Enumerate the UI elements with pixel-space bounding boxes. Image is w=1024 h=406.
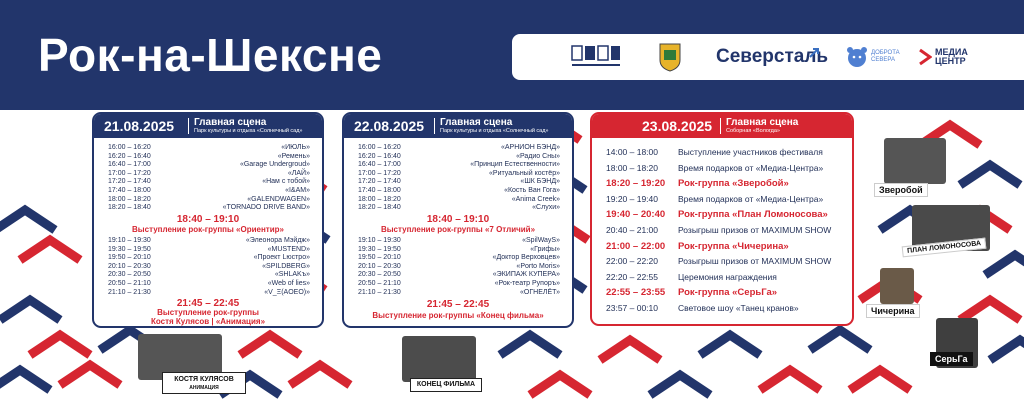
schedule-time: 20:10 – 20:30: [108, 262, 151, 270]
schedule-row: [592, 207, 852, 222]
schedule-time: 18:20 – 18:40: [108, 204, 151, 212]
schedule-row: [94, 170, 322, 178]
band-photo-chicherina: [880, 268, 914, 304]
schedule-performer: «Доктор Верховцев»: [492, 254, 560, 262]
band-photo-konets-filma: [402, 336, 476, 382]
schedule-row: [344, 271, 572, 279]
schedule-time: 21:00 – 22:00: [606, 240, 666, 252]
card-header: [592, 114, 852, 138]
media-center-logo: [918, 34, 968, 80]
schedule-time: 19:30 – 19:50: [108, 245, 151, 253]
schedule-row: [94, 254, 322, 262]
city-coat-of-arms-icon: [658, 34, 682, 80]
dobrota-text: ДОБРОТА СЕВЕРА: [871, 50, 900, 63]
schedule-time: 19:30 – 19:50: [358, 245, 401, 253]
schedule-performer: «Нам с тобой»: [262, 178, 310, 186]
schedule-row: [344, 170, 572, 178]
schedule-performer: «Web of lies»: [267, 280, 310, 287]
schedule-row: [592, 176, 852, 191]
card-stage: Главная сцена: [440, 117, 513, 128]
schedule-performer: «Слухи»: [532, 204, 560, 212]
schedule-row: [344, 280, 572, 288]
card-date: 22.08.2025: [354, 118, 425, 134]
schedule-performer: Рок-группа «План Ломоносова»: [678, 209, 828, 221]
bear-icon: [846, 46, 868, 68]
schedule-row: [592, 223, 852, 238]
schedule-performer: «Проект Lюстро»: [253, 254, 310, 262]
schedule-row: [94, 237, 322, 245]
highlight-text: Выступление рок-группы: [157, 308, 259, 317]
schedule-time: 20:50 – 21:10: [358, 280, 401, 287]
schedule-time: 18:00 – 18:20: [108, 195, 151, 203]
schedule-row: [94, 161, 322, 169]
schedule-row: [94, 204, 322, 212]
schedule-performer: «ОГНЕЛЁТ»: [520, 288, 560, 296]
highlight-text: Выступление рок-группы «Ориентир»: [132, 225, 284, 234]
schedule-row: [344, 161, 572, 169]
schedule-time: 14:00 – 18:00: [606, 147, 658, 157]
schedule-performer: Выступление участников фестиваля: [678, 147, 823, 157]
schedule-row: [344, 153, 572, 161]
schedule-time: 19:50 – 20:10: [108, 254, 151, 262]
culture-park-icon: [570, 42, 622, 72]
card-venue: Соборная «Вологда»: [726, 128, 780, 134]
highlight-time: 18:40 – 19:10: [426, 214, 490, 225]
schedule-time: 19:20 – 19:40: [606, 193, 658, 204]
card-venue: Парк культуры и отдыха «Солнечный сад»: [194, 128, 303, 134]
schedule-performer: «SHLAKъ»: [274, 271, 310, 279]
schedule-row: [344, 246, 572, 254]
schedule-time: 18:00 – 18:20: [606, 162, 658, 173]
sponsor-logos-panel: [512, 34, 1024, 80]
schedule-row: [592, 301, 852, 316]
schedule-time: 16:40 – 17:00: [108, 161, 151, 169]
band-logo-text: КОСТЯ КУЛЯСОВ: [174, 376, 234, 383]
highlight-text: Выступление рок-группы «Конец фильма»: [372, 311, 544, 320]
schedule-time: 16:20 – 16:40: [108, 152, 151, 160]
schedule-time: 20:10 – 20:30: [358, 262, 401, 270]
card-date: 23.08.2025: [642, 118, 713, 134]
schedule-row: [592, 254, 852, 269]
dobrota-logo: [846, 34, 905, 80]
header-bar: [0, 0, 1024, 110]
schedule-row: [592, 145, 852, 160]
schedule-row: [344, 178, 572, 186]
schedule-performer: Рок-группа «СерьГа»: [678, 287, 778, 299]
schedule-performer: «Anima Creek»: [511, 195, 560, 203]
schedule-row: [94, 178, 322, 186]
schedule-time: 19:50 – 20:10: [358, 254, 401, 262]
schedule-time: 20:30 – 20:50: [358, 271, 401, 279]
highlight-text: Выступление рок-группы «7 Отличий»: [380, 225, 536, 234]
schedule-time: 23:57 – 00:10: [606, 303, 658, 313]
schedule-performer: «ЛАЙ»: [287, 169, 310, 177]
schedule-performer: Рок-группа «Чичерина»: [678, 240, 789, 252]
schedule-time: 16:00 – 16:20: [108, 144, 151, 151]
schedule-row: [94, 196, 322, 204]
schedule-row: [344, 254, 572, 262]
schedule-performer: «I&AM»: [285, 187, 310, 194]
schedule-card-day3: [590, 112, 854, 326]
schedule-card-day1: [92, 112, 324, 328]
schedule-row: [94, 153, 322, 161]
header-divider: [720, 118, 721, 134]
schedule-performer: «Ремень»: [277, 152, 310, 160]
schedule-row: [592, 161, 852, 176]
schedule-card-day2: [342, 112, 574, 328]
schedule-time: 22:20 – 22:55: [606, 271, 658, 282]
schedule-performer: «MUSTEND»: [267, 245, 310, 253]
header-divider: [188, 118, 189, 134]
schedule-performer: Рок-группа «Зверобой»: [678, 178, 789, 190]
schedule-row: [94, 246, 322, 254]
severstal-logo: Северсталь: [716, 46, 829, 67]
schedule-row: [94, 144, 322, 152]
schedule-time: 20:50 – 21:10: [108, 280, 151, 287]
schedule-row: [344, 144, 572, 152]
schedule-row: [344, 237, 572, 245]
schedule-performer: «Принцип Естественности»: [470, 161, 560, 169]
schedule-time: 22:55 – 23:55: [606, 287, 666, 299]
schedule-row: [344, 289, 572, 297]
schedule-row: [344, 204, 572, 212]
schedule-row: [94, 289, 322, 297]
schedule-performer: Время подарков от «Медиа-Центра»: [678, 162, 824, 173]
schedule-row: [344, 187, 572, 195]
band-logo-kulyasov: [162, 372, 246, 394]
band-photo-zveroboi: [884, 138, 946, 184]
card-venue: Парк культуры и отдыха «Солнечный сад»: [440, 128, 549, 134]
card-header: [344, 114, 572, 138]
schedule-time: 19:40 – 20:40: [606, 209, 666, 221]
schedule-performer: «Ритуальный костёр»: [489, 169, 560, 177]
schedule-time: 17:40 – 18:00: [108, 187, 151, 194]
highlight-time: 21:45 – 22:45: [426, 299, 490, 310]
schedule-performer: «Garage Undergroud»: [239, 161, 310, 169]
schedule-time: 16:00 – 16:20: [358, 144, 401, 151]
schedule-performer: «ИЮЛЬ»: [281, 144, 310, 151]
schedule-row: [592, 239, 852, 254]
schedule-performer: «Элеонора Мэйдж»: [245, 237, 310, 244]
schedule-performer: Церемония награждения: [678, 271, 777, 282]
schedule-performer: Розыгрыш призов от MAXIMUM SHOW: [678, 225, 832, 235]
card-date: 21.08.2025: [104, 118, 175, 134]
schedule-performer: «Радио Сны»: [516, 152, 560, 160]
schedule-performer: Розыгрыш призов от MAXIMUM SHOW: [678, 256, 832, 267]
band-logo-konets-filma: КОНЕЦ ФИЛЬМА: [410, 378, 482, 392]
schedule-performer: «SpilWayS»: [522, 237, 560, 244]
schedule-performer: «TORNADO DRIVE BAND»: [222, 204, 310, 212]
schedule-row: [94, 271, 322, 279]
schedule-performer: «АРНИОН БЭНД»: [501, 144, 560, 151]
schedule-row: [94, 280, 322, 288]
schedule-row: [344, 196, 572, 204]
schedule-time: 21:10 – 21:30: [108, 288, 151, 296]
schedule-row: [94, 263, 322, 271]
schedule-performer: «SPILDBERG»: [262, 262, 310, 270]
schedule-performer: «Рок-театр Рупоръ»: [494, 280, 560, 287]
schedule-row: [344, 263, 572, 271]
media-center-line2: ЦЕНТР: [935, 56, 966, 66]
schedule-time: 20:30 – 20:50: [108, 271, 151, 279]
page-title: Рок-на-Шексне: [38, 29, 383, 81]
media-center-line1: МЕДИА: [935, 47, 968, 57]
schedule-row: [592, 270, 852, 285]
schedule-time: 19:10 – 19:30: [358, 237, 401, 244]
schedule-performer: «ЭКИПАЖ КУПЕРА»: [492, 271, 560, 279]
media-center-icon: [918, 48, 932, 66]
schedule-performer: «Кость Ван Гога»: [504, 187, 560, 194]
schedule-time: 17:40 – 18:00: [358, 187, 401, 194]
schedule-time: 17:20 – 17:40: [358, 178, 401, 186]
highlight-text: Костя Кулясов | «Анимация»: [150, 317, 266, 326]
schedule-time: 18:00 – 18:20: [358, 195, 401, 203]
card-stage: Главная сцена: [726, 117, 799, 128]
schedule-performer: «GALENDWAGEN»: [247, 195, 310, 203]
highlight-time: 21:45 – 22:45: [176, 298, 240, 309]
schedule-performer: «V_Ξ(AOEO)»: [264, 288, 310, 296]
header-divider: [434, 118, 435, 134]
schedule-time: 16:20 – 16:40: [358, 152, 401, 160]
card-header: [94, 114, 322, 138]
schedule-time: 17:00 – 17:20: [108, 169, 151, 177]
schedule-performer: Световое шоу «Танец кранов»: [678, 303, 799, 313]
schedule-time: 17:00 – 17:20: [358, 169, 401, 177]
band-label-serga: СерьГа: [930, 352, 973, 366]
band-label-zveroboi: Зверобой: [874, 183, 928, 197]
schedule-performer: «Грифы»: [530, 245, 560, 253]
schedule-time: 18:20 – 19:20: [606, 178, 666, 190]
schedule-performer: «Porto Moris»: [516, 262, 560, 270]
schedule-time: 21:10 – 21:30: [358, 288, 401, 296]
schedule-time: 17:20 – 17:40: [108, 178, 151, 186]
schedule-row: [94, 187, 322, 195]
band-label-chicherina: Чичерина: [866, 304, 920, 318]
band-logo-subtext: АНИМАЦИЯ: [189, 385, 219, 391]
schedule-row: [592, 192, 852, 207]
schedule-performer: Время подарков от «Медиа-Центра»: [678, 193, 824, 204]
culture-park-logo: [570, 34, 622, 80]
schedule-time: 22:00 – 22:20: [606, 256, 658, 267]
card-stage: Главная сцена: [194, 117, 267, 128]
schedule-row: [592, 285, 852, 300]
schedule-time: 18:20 – 18:40: [358, 204, 401, 212]
schedule-performer: «ШК БЭНД»: [520, 178, 560, 186]
severstal-mark-icon: [808, 30, 820, 76]
band-label-plan: ПЛАН ЛОМОНОСОВА: [902, 238, 987, 258]
schedule-time: 16:40 – 17:00: [358, 161, 401, 169]
highlight-time: 18:40 – 19:10: [176, 214, 240, 225]
schedule-time: 19:10 – 19:30: [108, 237, 151, 244]
schedule-time: 20:40 – 21:00: [606, 225, 658, 235]
